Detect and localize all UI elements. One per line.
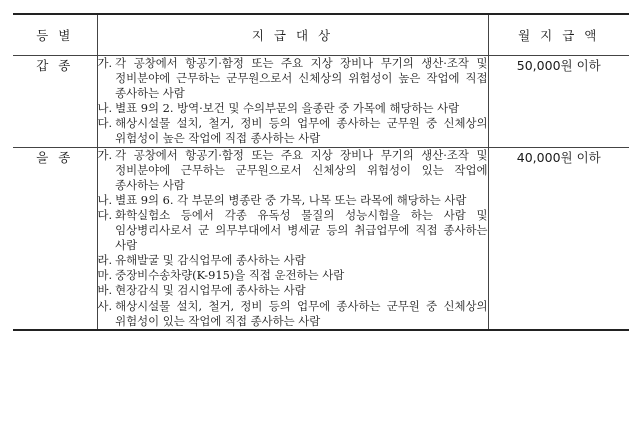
item-marker: 마. — [97, 268, 113, 283]
table-row-eul — [13, 147, 629, 330]
list-item — [98, 116, 488, 146]
list-item — [98, 56, 488, 101]
list-item — [98, 148, 488, 193]
grade-cell: 갑 종 — [13, 56, 97, 148]
list-item — [98, 283, 488, 298]
allowance-table — [13, 13, 629, 331]
item-text: 별표 9의 2. 방역·보건 및 수의부문의 을종란 중 가목에 해당하는 사람 — [115, 101, 460, 116]
grade-cell: 을 종 — [13, 147, 97, 330]
list-item — [98, 101, 488, 116]
item-text: 각 공창에서 항공기·함정 또는 주요 지상 장비나 무기의 생산·조작 및 정비분야에 근무하는 군무원으로서 신체상의 위험성이 높은 작업에 직접 종사하는 사람 — [115, 56, 488, 101]
target-cell — [97, 56, 488, 148]
amount-cell: 40,000원 이하 — [488, 147, 629, 330]
item-marker: 다. — [97, 207, 113, 222]
item-text: 해상시설물 설치, 철거, 정비 등의 업무에 종사하는 군무원 중 신체상의 위험성이 있는 작업에 직접 종사하는 사람 — [115, 298, 488, 328]
target-cell — [97, 147, 488, 330]
list-item — [98, 253, 488, 268]
item-text: 현장감식 및 검시업무에 종사하는 사람 — [115, 283, 306, 298]
list-item — [98, 268, 488, 283]
list-item — [98, 193, 488, 208]
amount-cell: 50,000원 이하 — [488, 56, 629, 148]
item-marker: 사. — [97, 298, 113, 313]
item-marker: 가. — [97, 147, 113, 162]
item-text: 해상시설물 설치, 철거, 정비 등의 업무에 종사하는 군무원 중 신체상의 위험성이 높은 작업에 직접 종사하는 사람 — [115, 116, 488, 146]
item-marker: 나. — [97, 192, 113, 207]
header-amount: 월 지 급 액 — [488, 14, 629, 56]
item-marker: 나. — [97, 101, 113, 116]
header-target: 지 급 대 상 — [97, 14, 488, 56]
table-row-gap — [13, 56, 629, 148]
item-text: 화학실험소 등에서 각종 유독성 물질의 성능시험을 하는 사람 및 임상병리사로서 군 의무부대에서 병세균 등의 취급업무에 직접 종사하는 사람 — [115, 207, 488, 253]
header-row — [13, 14, 629, 56]
item-marker: 가. — [97, 56, 113, 70]
item-marker: 바. — [97, 283, 113, 298]
item-text: 각 공창에서 항공기·함정 또는 주요 지상 장비나 무기의 생산·조작 및 정비분야에 근무하는 군무원으로서 신체상의 위험성이 있는 작업에 종사하는 사람 — [115, 147, 488, 192]
list-item — [98, 299, 488, 329]
item-text: 별표 9의 6. 각 부문의 병종란 중 가목, 나목 또는 라목에 해당하는 사람 — [115, 192, 467, 207]
item-text: 유해발굴 및 감식업무에 종사하는 사람 — [115, 253, 306, 268]
list-item — [98, 208, 488, 253]
item-marker: 라. — [97, 253, 113, 268]
item-marker: 다. — [97, 116, 113, 131]
header-grade: 등 별 — [13, 14, 97, 56]
item-text: 중장비수송차량(K-915)을 직접 운전하는 사람 — [115, 268, 345, 283]
